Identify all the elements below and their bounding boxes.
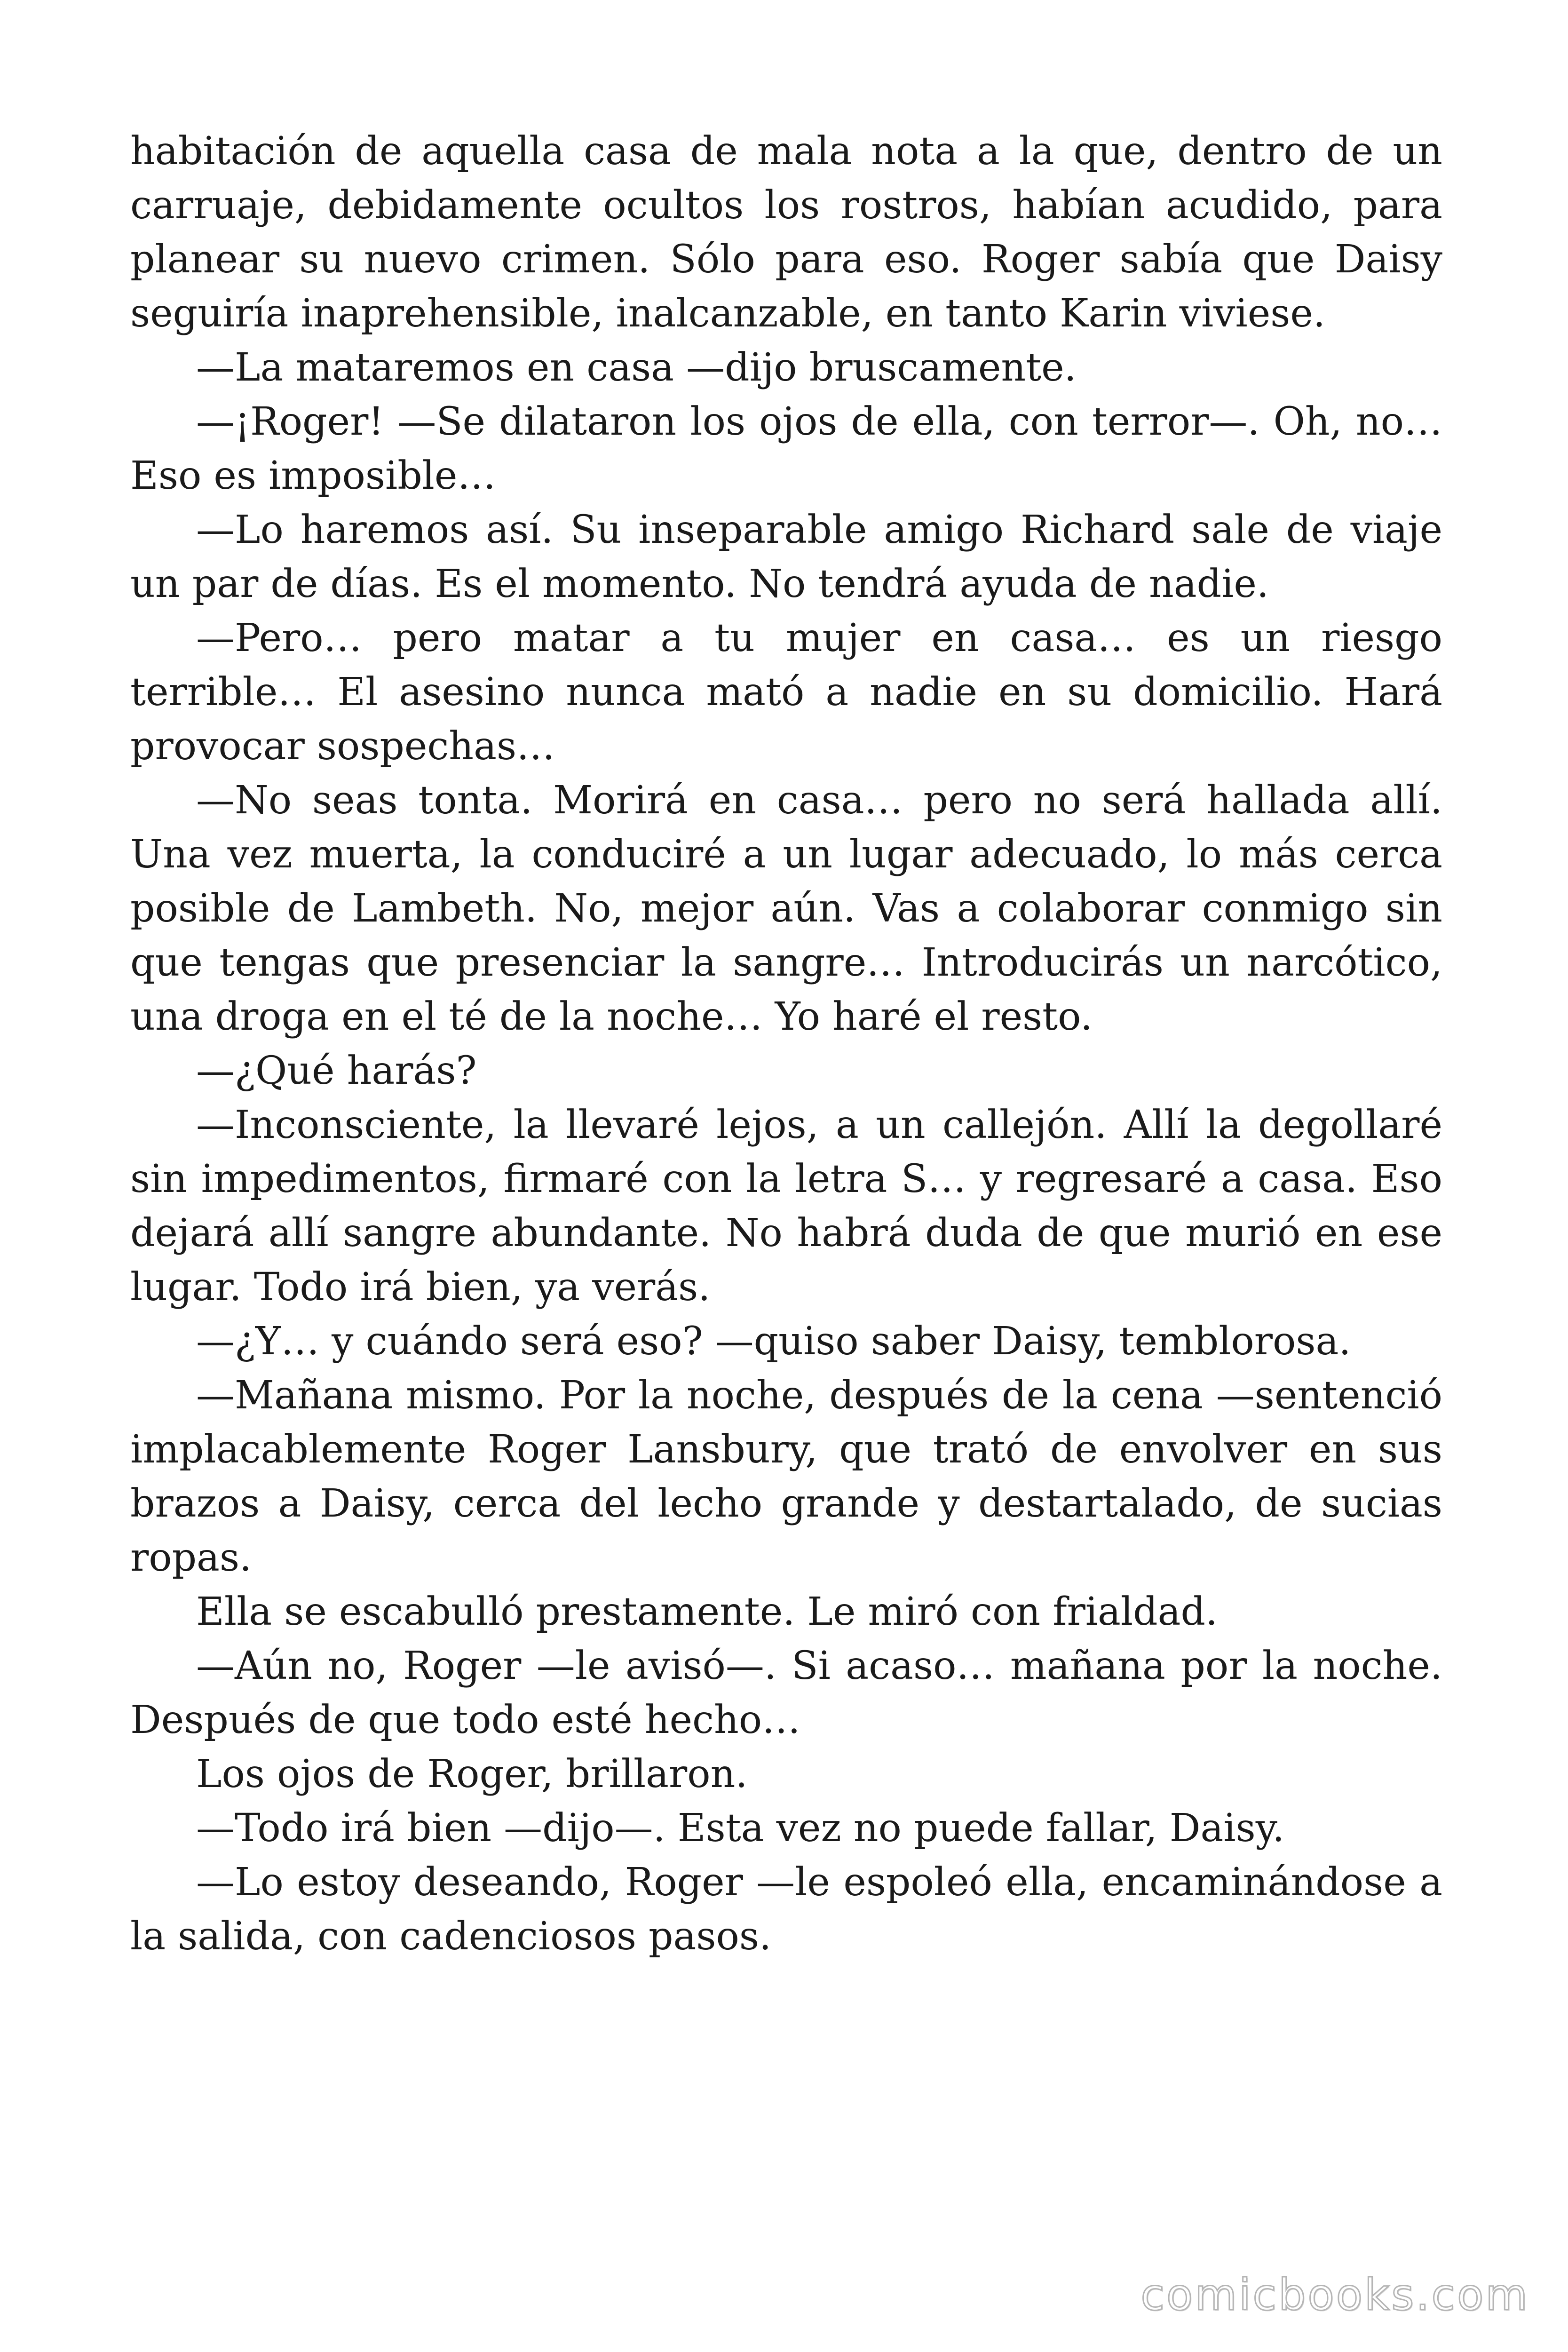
page-body-text xyxy=(130,124,1442,1963)
paragraph-continuation: habitación de aquella casa de mala nota a la que, dentro de un carruaje, debidamente ocultos los rostros, habían acudido, para planear su nuevo crimen. Sólo para eso. Roger sabía que Daisy seguiría inaprehensible, inalcanzable, en tanto Karin viviese. xyxy=(130,129,1442,336)
paragraph-dialogue: —Mañana mismo. Por la noche, después de la cena —sentenció implacablemente Roger Lansbury, que trató de envolver en sus brazos a Daisy, cerca del lecho grande y destartalado, de sucias ropas. xyxy=(130,1373,1442,1580)
paragraph-dialogue: —Inconsciente, la llevaré lejos, a un callejón. Allí la degollaré sin impedimentos, firmaré con la letra S… y regresaré a casa. Eso dejará allí sangre abundante. No habrá duda de que murió en ese lugar. Todo irá bien, ya verás. xyxy=(130,1103,1442,1310)
paragraph-narration: Los ojos de Roger, brillaron. xyxy=(196,1752,748,1796)
watermark-logo: comicbooks.com xyxy=(1140,2270,1529,2320)
paragraph-dialogue: —No seas tonta. Morirá en casa… pero no será hallada allí. Una vez muerta, la conduciré a un lugar adecuado, lo más cerca posible de Lambeth. No, mejor aún. Vas a colaborar conmigo sin que tengas que presenciar la sangre… Introducirás un narcótico, una droga en el té de la noche… Yo haré el resto. xyxy=(130,778,1442,1039)
paragraph-dialogue: —Lo estoy deseando, Roger —le espoleó ella, encaminándose a la salida, con cadenciosos pasos. xyxy=(130,1860,1442,1959)
paragraph-dialogue: —¡Roger! —Se dilataron los ojos de ella, con terror—. Oh, no… Eso es imposible… xyxy=(130,399,1442,498)
paragraph-dialogue: —La mataremos en casa —dijo bruscamente. xyxy=(196,345,1077,390)
paragraph-narration: Ella se escabulló prestamente. Le miró con frialdad. xyxy=(196,1589,1218,1634)
paragraph-dialogue: —Lo haremos así. Su inseparable amigo Richard sale de viaje un par de días. Es el momento. No tendrá ayuda de nadie. xyxy=(130,508,1442,606)
paragraph-dialogue: —¿Qué harás? xyxy=(196,1049,477,1093)
paragraph-dialogue: —Todo irá bien —dijo—. Esta vez no puede fallar, Daisy. xyxy=(196,1806,1285,1851)
paragraph-dialogue: —Aún no, Roger —le avisó—. Si acaso… mañana por la noche. Después de que todo esté hecho… xyxy=(130,1644,1442,1742)
paragraph-dialogue: —Pero… pero matar a tu mujer en casa… es un riesgo terrible… El asesino nunca mató a nadie en su domicilio. Hará provocar sospechas… xyxy=(130,616,1442,769)
paragraph-dialogue: —¿Y… y cuándo será eso? —quiso saber Daisy, temblorosa. xyxy=(196,1319,1351,1364)
